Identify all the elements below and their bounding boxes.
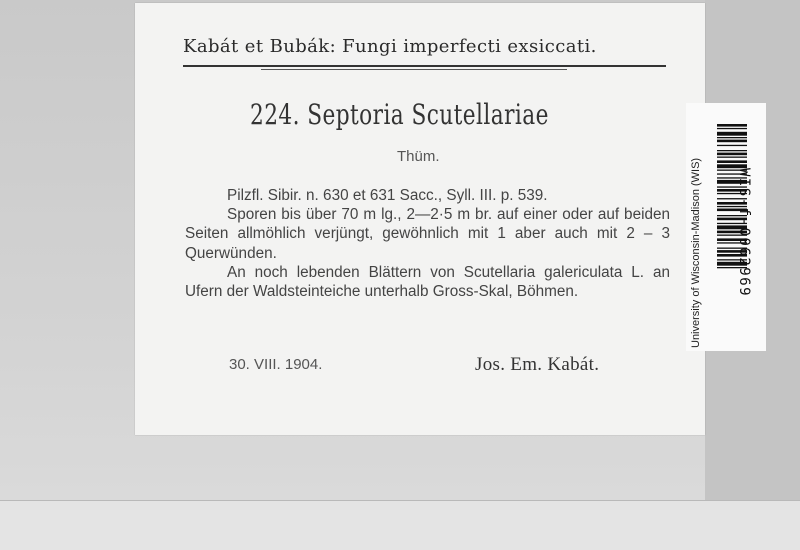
specimen-title: 224. Septoria Scutellariae bbox=[250, 98, 549, 131]
collection-date: 30. VIII. 1904. bbox=[229, 356, 323, 373]
specimen-label bbox=[135, 3, 705, 435]
header-subrule bbox=[261, 69, 567, 70]
collector-name: Jos. Em. Kabát. bbox=[475, 354, 600, 375]
lower-paper-edge bbox=[0, 500, 800, 550]
spore-description: Sporen bis über 70 m lg., 2—2·5 m br. auf einer oder auf beiden Seiten allmöhlich verjüngt, gewöhnlich mit 1 aber auch mit 2 – 3 Querwünden. bbox=[185, 206, 670, 262]
institution-name: University of Wisconsin-Madison (WIS) bbox=[690, 157, 702, 348]
series-header: Kabát et Bubák: Fungi imperfecti exsiccati. bbox=[183, 36, 597, 57]
habitat-locality: An noch lebenden Blättern von Scutellaria galericulata L. an Ufern der Waldsteinteiche unterhalb Gross-Skal, Böhmen. bbox=[185, 263, 670, 301]
reference-line: Pilzfl. Sibir. n. 630 et 631 Sacc., Syll. III. p. 539. bbox=[227, 187, 548, 204]
header-rule bbox=[183, 65, 666, 67]
barcode-number: WIS-f-0062969 bbox=[736, 168, 752, 298]
taxon-author: Thüm. bbox=[397, 148, 440, 165]
label-description bbox=[185, 186, 670, 301]
